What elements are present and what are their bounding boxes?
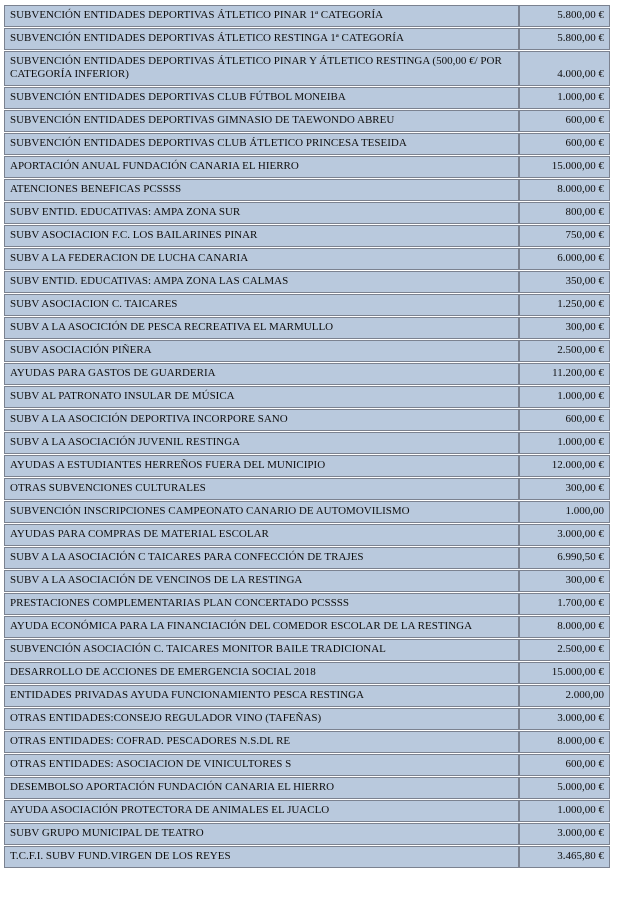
- subsidy-amount: 3.000,00 €: [519, 524, 610, 546]
- subsidy-amount: 300,00 €: [519, 478, 610, 500]
- table-row: [4, 570, 610, 592]
- subsidy-amount: 2.500,00 €: [519, 340, 610, 362]
- subsidy-amount: 1.000,00 €: [519, 87, 610, 109]
- table-row: [4, 524, 610, 546]
- table-row: [4, 317, 610, 339]
- subsidy-label: OTRAS ENTIDADES: COFRAD. PESCADORES N.S.DL RE: [4, 731, 519, 753]
- subsidy-label: SUBV A LA ASOCICIÓN DEPORTIVA INCORPORE SANO: [4, 409, 519, 431]
- subsidies-table: [4, 4, 610, 869]
- subsidy-label: SUBV A LA ASOCIACIÓN C TAICARES PARA CONFECCIÓN DE TRAJES: [4, 547, 519, 569]
- table-row: [4, 294, 610, 316]
- subsidy-label: DESEMBOLSO APORTACIÓN FUNDACIÓN CANARIA EL HIERRO: [4, 777, 519, 799]
- table-row: [4, 87, 610, 109]
- subsidy-amount: 750,00 €: [519, 225, 610, 247]
- subsidy-amount: 2.000,00: [519, 685, 610, 707]
- subsidy-label: T.C.F.I. SUBV FUND.VIRGEN DE LOS REYES: [4, 846, 519, 868]
- subsidy-label: SUBVENCIÓN INSCRIPCIONES CAMPEONATO CANARIO DE AUTOMOVILISMO: [4, 501, 519, 523]
- subsidy-amount: 15.000,00 €: [519, 156, 610, 178]
- subsidy-amount: 3.465,80 €: [519, 846, 610, 868]
- table-row: [4, 777, 610, 799]
- subsidy-amount: 1.000,00 €: [519, 432, 610, 454]
- subsidy-amount: 5.800,00 €: [519, 28, 610, 50]
- subsidy-label: SUBV ASOCIACION F.C. LOS BAILARINES PINAR: [4, 225, 519, 247]
- table-row: [4, 271, 610, 293]
- table-row: [4, 409, 610, 431]
- subsidy-label: SUBV AL PATRONATO INSULAR DE MÚSICA: [4, 386, 519, 408]
- table-row: [4, 616, 610, 638]
- table-row: [4, 386, 610, 408]
- subsidy-amount: 6.990,50 €: [519, 547, 610, 569]
- table-row: [4, 731, 610, 753]
- table-row: [4, 179, 610, 201]
- table-row: [4, 754, 610, 776]
- subsidy-amount: 350,00 €: [519, 271, 610, 293]
- table-row: [4, 51, 610, 86]
- subsidy-label: SUBVENCIÓN ENTIDADES DEPORTIVAS CLUB FÚTBOL MONEIBA: [4, 87, 519, 109]
- table-row: [4, 110, 610, 132]
- subsidy-label: ATENCIONES BENEFICAS PCSSSS: [4, 179, 519, 201]
- subsidy-label: ENTIDADES PRIVADAS AYUDA FUNCIONAMIENTO PESCA RESTINGA: [4, 685, 519, 707]
- subsidy-label: SUBV A LA ASOCIACIÓN JUVENIL RESTINGA: [4, 432, 519, 454]
- subsidy-amount: 12.000,00 €: [519, 455, 610, 477]
- subsidy-amount: 600,00 €: [519, 754, 610, 776]
- subsidy-label: AYUDAS PARA GASTOS DE GUARDERIA: [4, 363, 519, 385]
- subsidy-label: AYUDA ECONÓMICA PARA LA FINANCIACIÓN DEL COMEDOR ESCOLAR DE LA RESTINGA: [4, 616, 519, 638]
- subsidy-label: SUBV A LA ASOCIACIÓN DE VENCINOS DE LA RESTINGA: [4, 570, 519, 592]
- subsidy-amount: 600,00 €: [519, 110, 610, 132]
- table-row: [4, 363, 610, 385]
- subsidy-label: SUBV GRUPO MUNICIPAL DE TEATRO: [4, 823, 519, 845]
- table-row: [4, 5, 610, 27]
- subsidy-label: SUBV A LA ASOCICIÓN DE PESCA RECREATIVA EL MARMULLO: [4, 317, 519, 339]
- subsidy-label: SUBVENCIÓN ENTIDADES DEPORTIVAS ÁTLETICO PINAR 1ª CATEGORÍA: [4, 5, 519, 27]
- subsidy-label: SUBV ENTID. EDUCATIVAS: AMPA ZONA LAS CALMAS: [4, 271, 519, 293]
- subsidy-amount: 1.000,00 €: [519, 800, 610, 822]
- subsidy-amount: 800,00 €: [519, 202, 610, 224]
- subsidy-label: SUBV ASOCIACIÓN PIÑERA: [4, 340, 519, 362]
- subsidy-amount: 5.800,00 €: [519, 5, 610, 27]
- subsidy-amount: 3.000,00 €: [519, 708, 610, 730]
- subsidy-label: AYUDAS A ESTUDIANTES HERREÑOS FUERA DEL MUNICIPIO: [4, 455, 519, 477]
- table-row: [4, 639, 610, 661]
- table-row: [4, 432, 610, 454]
- subsidy-label: SUBV A LA FEDERACION DE LUCHA CANARIA: [4, 248, 519, 270]
- table-row: [4, 225, 610, 247]
- table-row: [4, 800, 610, 822]
- subsidy-amount: 8.000,00 €: [519, 616, 610, 638]
- subsidy-label: AYUDA ASOCIACIÓN PROTECTORA DE ANIMALES EL JUACLO: [4, 800, 519, 822]
- subsidy-amount: 2.500,00 €: [519, 639, 610, 661]
- table-row: [4, 133, 610, 155]
- table-row: [4, 248, 610, 270]
- subsidy-amount: 8.000,00 €: [519, 731, 610, 753]
- table-row: [4, 156, 610, 178]
- subsidy-label: OTRAS SUBVENCIONES CULTURALES: [4, 478, 519, 500]
- subsidy-label: APORTACIÓN ANUAL FUNDACIÓN CANARIA EL HIERRO: [4, 156, 519, 178]
- subsidy-amount: 5.000,00 €: [519, 777, 610, 799]
- subsidy-amount: 1.000,00: [519, 501, 610, 523]
- table-row: [4, 685, 610, 707]
- subsidy-label: SUBVENCIÓN ENTIDADES DEPORTIVAS CLUB ÁTLETICO PRINCESA TESEIDA: [4, 133, 519, 155]
- subsidy-label: SUBVENCIÓN ENTIDADES DEPORTIVAS ÁTLETICO RESTINGA 1ª CATEGORÍA: [4, 28, 519, 50]
- subsidy-amount: 11.200,00 €: [519, 363, 610, 385]
- table-row: [4, 846, 610, 868]
- subsidy-label: OTRAS ENTIDADES:CONSEJO REGULADOR VINO (TAFEÑAS): [4, 708, 519, 730]
- table-row: [4, 823, 610, 845]
- subsidy-amount: 1.000,00 €: [519, 386, 610, 408]
- subsidy-amount: 4.000,00 €: [519, 51, 610, 86]
- table-row: [4, 547, 610, 569]
- table-row: [4, 28, 610, 50]
- subsidy-label: SUBV ASOCIACION C. TAICARES: [4, 294, 519, 316]
- subsidy-amount: 600,00 €: [519, 409, 610, 431]
- subsidy-amount: 6.000,00 €: [519, 248, 610, 270]
- subsidy-label: DESARROLLO DE ACCIONES DE EMERGENCIA SOCIAL 2018: [4, 662, 519, 684]
- subsidies-table-body: [4, 5, 610, 868]
- table-row: [4, 478, 610, 500]
- table-row: [4, 455, 610, 477]
- subsidy-label: SUBV ENTID. EDUCATIVAS: AMPA ZONA SUR: [4, 202, 519, 224]
- subsidy-label: AYUDAS PARA COMPRAS DE MATERIAL ESCOLAR: [4, 524, 519, 546]
- subsidy-amount: 1.250,00 €: [519, 294, 610, 316]
- table-row: [4, 662, 610, 684]
- subsidy-label: OTRAS ENTIDADES: ASOCIACION DE VINICULTORES S: [4, 754, 519, 776]
- subsidy-amount: 15.000,00 €: [519, 662, 610, 684]
- subsidy-amount: 8.000,00 €: [519, 179, 610, 201]
- subsidy-amount: 3.000,00 €: [519, 823, 610, 845]
- subsidy-amount: 600,00 €: [519, 133, 610, 155]
- subsidy-amount: 300,00 €: [519, 317, 610, 339]
- subsidy-label: SUBVENCIÓN ASOCIACIÓN C. TAICARES MONITOR BAILE TRADICIONAL: [4, 639, 519, 661]
- subsidy-label: SUBVENCIÓN ENTIDADES DEPORTIVAS ÁTLETICO PINAR Y ÁTLETICO RESTINGA (500,00 €/ POR CATEGORÍA INFERIOR): [4, 51, 519, 86]
- table-row: [4, 708, 610, 730]
- table-row: [4, 593, 610, 615]
- subsidy-amount: 1.700,00 €: [519, 593, 610, 615]
- table-row: [4, 202, 610, 224]
- subsidy-label: SUBVENCIÓN ENTIDADES DEPORTIVAS GIMNASIO DE TAEWONDO ABREU: [4, 110, 519, 132]
- table-row: [4, 340, 610, 362]
- subsidy-label: PRESTACIONES COMPLEMENTARIAS PLAN CONCERTADO PCSSSS: [4, 593, 519, 615]
- table-row: [4, 501, 610, 523]
- subsidy-amount: 300,00 €: [519, 570, 610, 592]
